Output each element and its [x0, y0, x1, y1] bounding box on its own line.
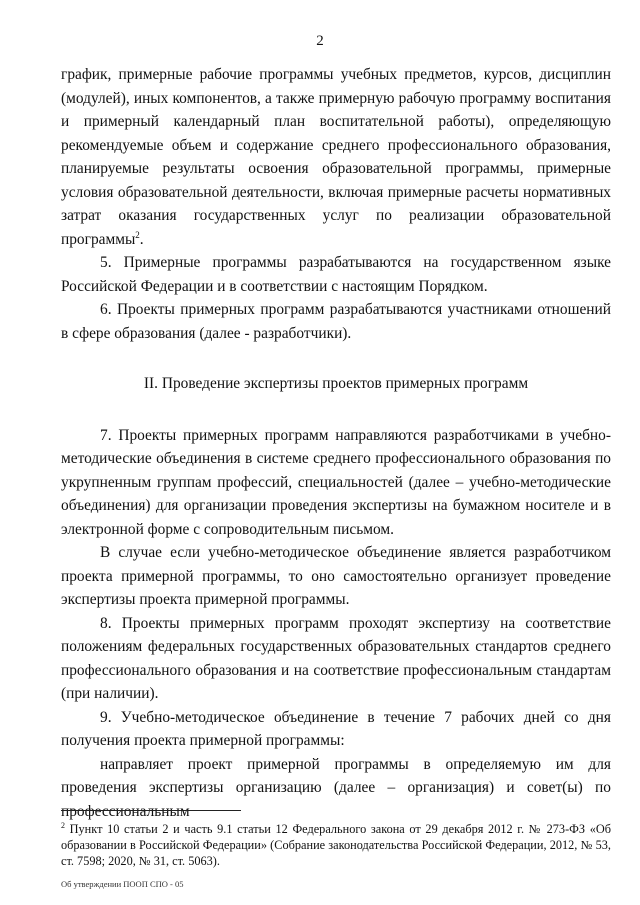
paragraph-item-6: 6. Проекты примерных программ разрабатываются участниками отношений в сфере образования (далее - разработчики).: [61, 301, 611, 342]
paragraph-item-8: 8. Проекты примерных программ проходят экспертизу на соответствие положениям федеральных государственных образовательных стандартов среднего профессионального образования и на соответствие профессиональным стандартам (при наличии).: [61, 614, 611, 702]
footer-stamp: Об утверждении ПООП СПО - 05: [61, 879, 184, 889]
footnote-marker: 2: [61, 821, 65, 830]
paragraph-text: график, примерные рабочие программы учебных предметов, курсов, дисциплин (модулей), иных компонентов, а также примерную рабочую программу воспитания и примерный календарный план воспитательной работы), определяющую рекомендуемые объем и содержание среднего профессионального образования, планируемые результаты освоения образовательной программы, примерные условия образовательной деятельности, включая примерные расчеты нормативных затрат оказания государственных услуг по реализации образовательной программы: [61, 66, 611, 248]
footnote: [61, 818, 611, 869]
paragraph-item-7-continuation: В случае если учебно-методическое объединение является разработчиком проекта примерной программы, то оно самостоятельно организует проведение экспертизы проекта примерной программы.: [61, 544, 611, 608]
paragraph-item-5: 5. Примерные программы разрабатываются на государственном языке Российской Федерации и в соответствии с настоящим Порядком.: [61, 254, 611, 295]
section-heading: II. Проведение экспертизы проектов примерных программ: [143, 375, 529, 392]
paragraph-item-9: 9. Учебно-методическое объединение в течение 7 рабочих дней со дня получения проекта примерной программы:: [61, 708, 611, 749]
paragraph-end-punctuation: .: [139, 230, 144, 248]
paragraph-item-7: 7. Проекты примерных программ направляются разработчиками в учебно-методические объединения в системе среднего профессионального образования по укрупненным группам профессий, специальностей (далее – учебно-методические объединения) для организации проведения экспертизы на бумажном носителе и в электронной форме с сопроводительным письмом.: [61, 426, 611, 538]
footnote-divider: [61, 810, 241, 811]
document-body: [61, 63, 611, 823]
page-number: 2: [316, 33, 324, 49]
paragraph-continuation: [61, 63, 611, 251]
paragraph-item-9-subclause: направляет проект примерной программы в определяемую им для проведения экспертизы организацию (далее – организация) и совет(ы) по профессиональным: [61, 755, 611, 820]
footnote-reference: 2: [135, 229, 140, 240]
footnote-text: Пункт 10 статьи 2 и часть 9.1 статьи 12 Федерального закона от 29 декабря 2012 г. № 273-ФЗ «Об образовании в Российской Федерации» (Собрание законодательства Российской Федерации, 2012, № 53, ст. 7598; 2020, № 31, ст. 5063).: [61, 822, 611, 869]
